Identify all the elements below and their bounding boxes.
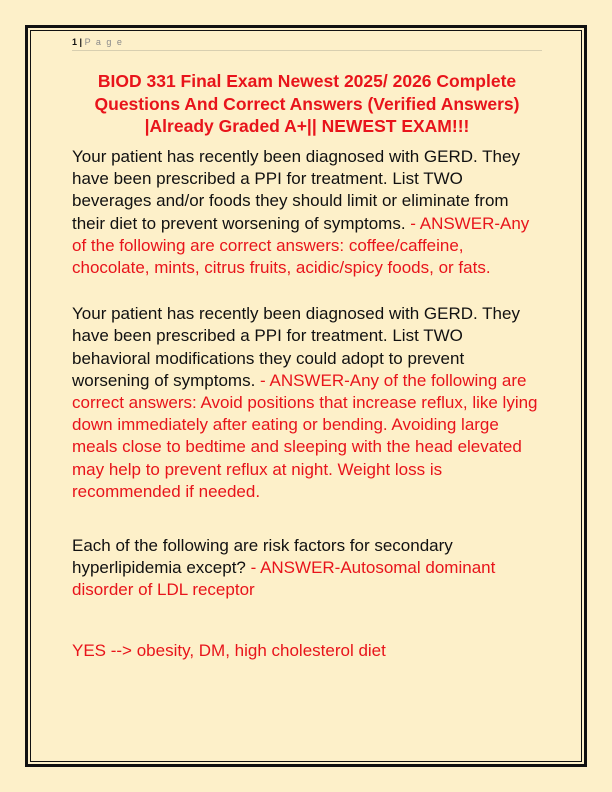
answer-text: - ANSWER-Autosomal dominant disorder of LDL receptor <box>72 558 496 600</box>
question-text: Your patient has recently been diagnosed with GERD. They have been prescribed a PPI for treatment. List TWO beverages and/or foods they should limit or eliminate from their diet to prevent worsening of symptoms. <box>72 147 520 233</box>
page-header <box>72 36 542 51</box>
document-title: BIOD 331 Final Exam Newest 2025/ 2026 Complete Questions And Correct Answers (Verified Answers) |Already Graded A+|| NEWEST EXAM!!! <box>94 71 520 136</box>
qa-item <box>72 146 542 279</box>
question-text: Each of the following are risk factors for secondary hyperlipidemia except? <box>72 536 453 578</box>
page-separator: | <box>79 37 83 47</box>
answer-text: - ANSWER-Any of the following are correct answers: Avoid positions that increase reflux, like lying down immediately after eating or bending. Avoiding large meals close to bedtime and sleeping with the head elevated may help to prevent reflux at night. Weight loss is recommended if needed. <box>72 370 538 501</box>
answer-text: - ANSWER-Any of the following are correct answers: coffee/caffeine, chocolate, mints, citrus fruits, acidic/spicy foods, or fats. <box>72 213 530 278</box>
page-number: 1 <box>72 37 78 47</box>
qa-item <box>72 535 542 602</box>
document-body <box>72 146 542 662</box>
question-text: Your patient has recently been diagnosed with GERD. They have been prescribed a PPI for treatment. List TWO behavioral modifications they could adopt to prevent worsening of symptoms. <box>72 304 520 390</box>
answer-note: YES --> obesity, DM, high cholesterol diet <box>72 640 386 660</box>
qa-item <box>72 303 542 503</box>
page-label: P a g e <box>84 37 124 47</box>
